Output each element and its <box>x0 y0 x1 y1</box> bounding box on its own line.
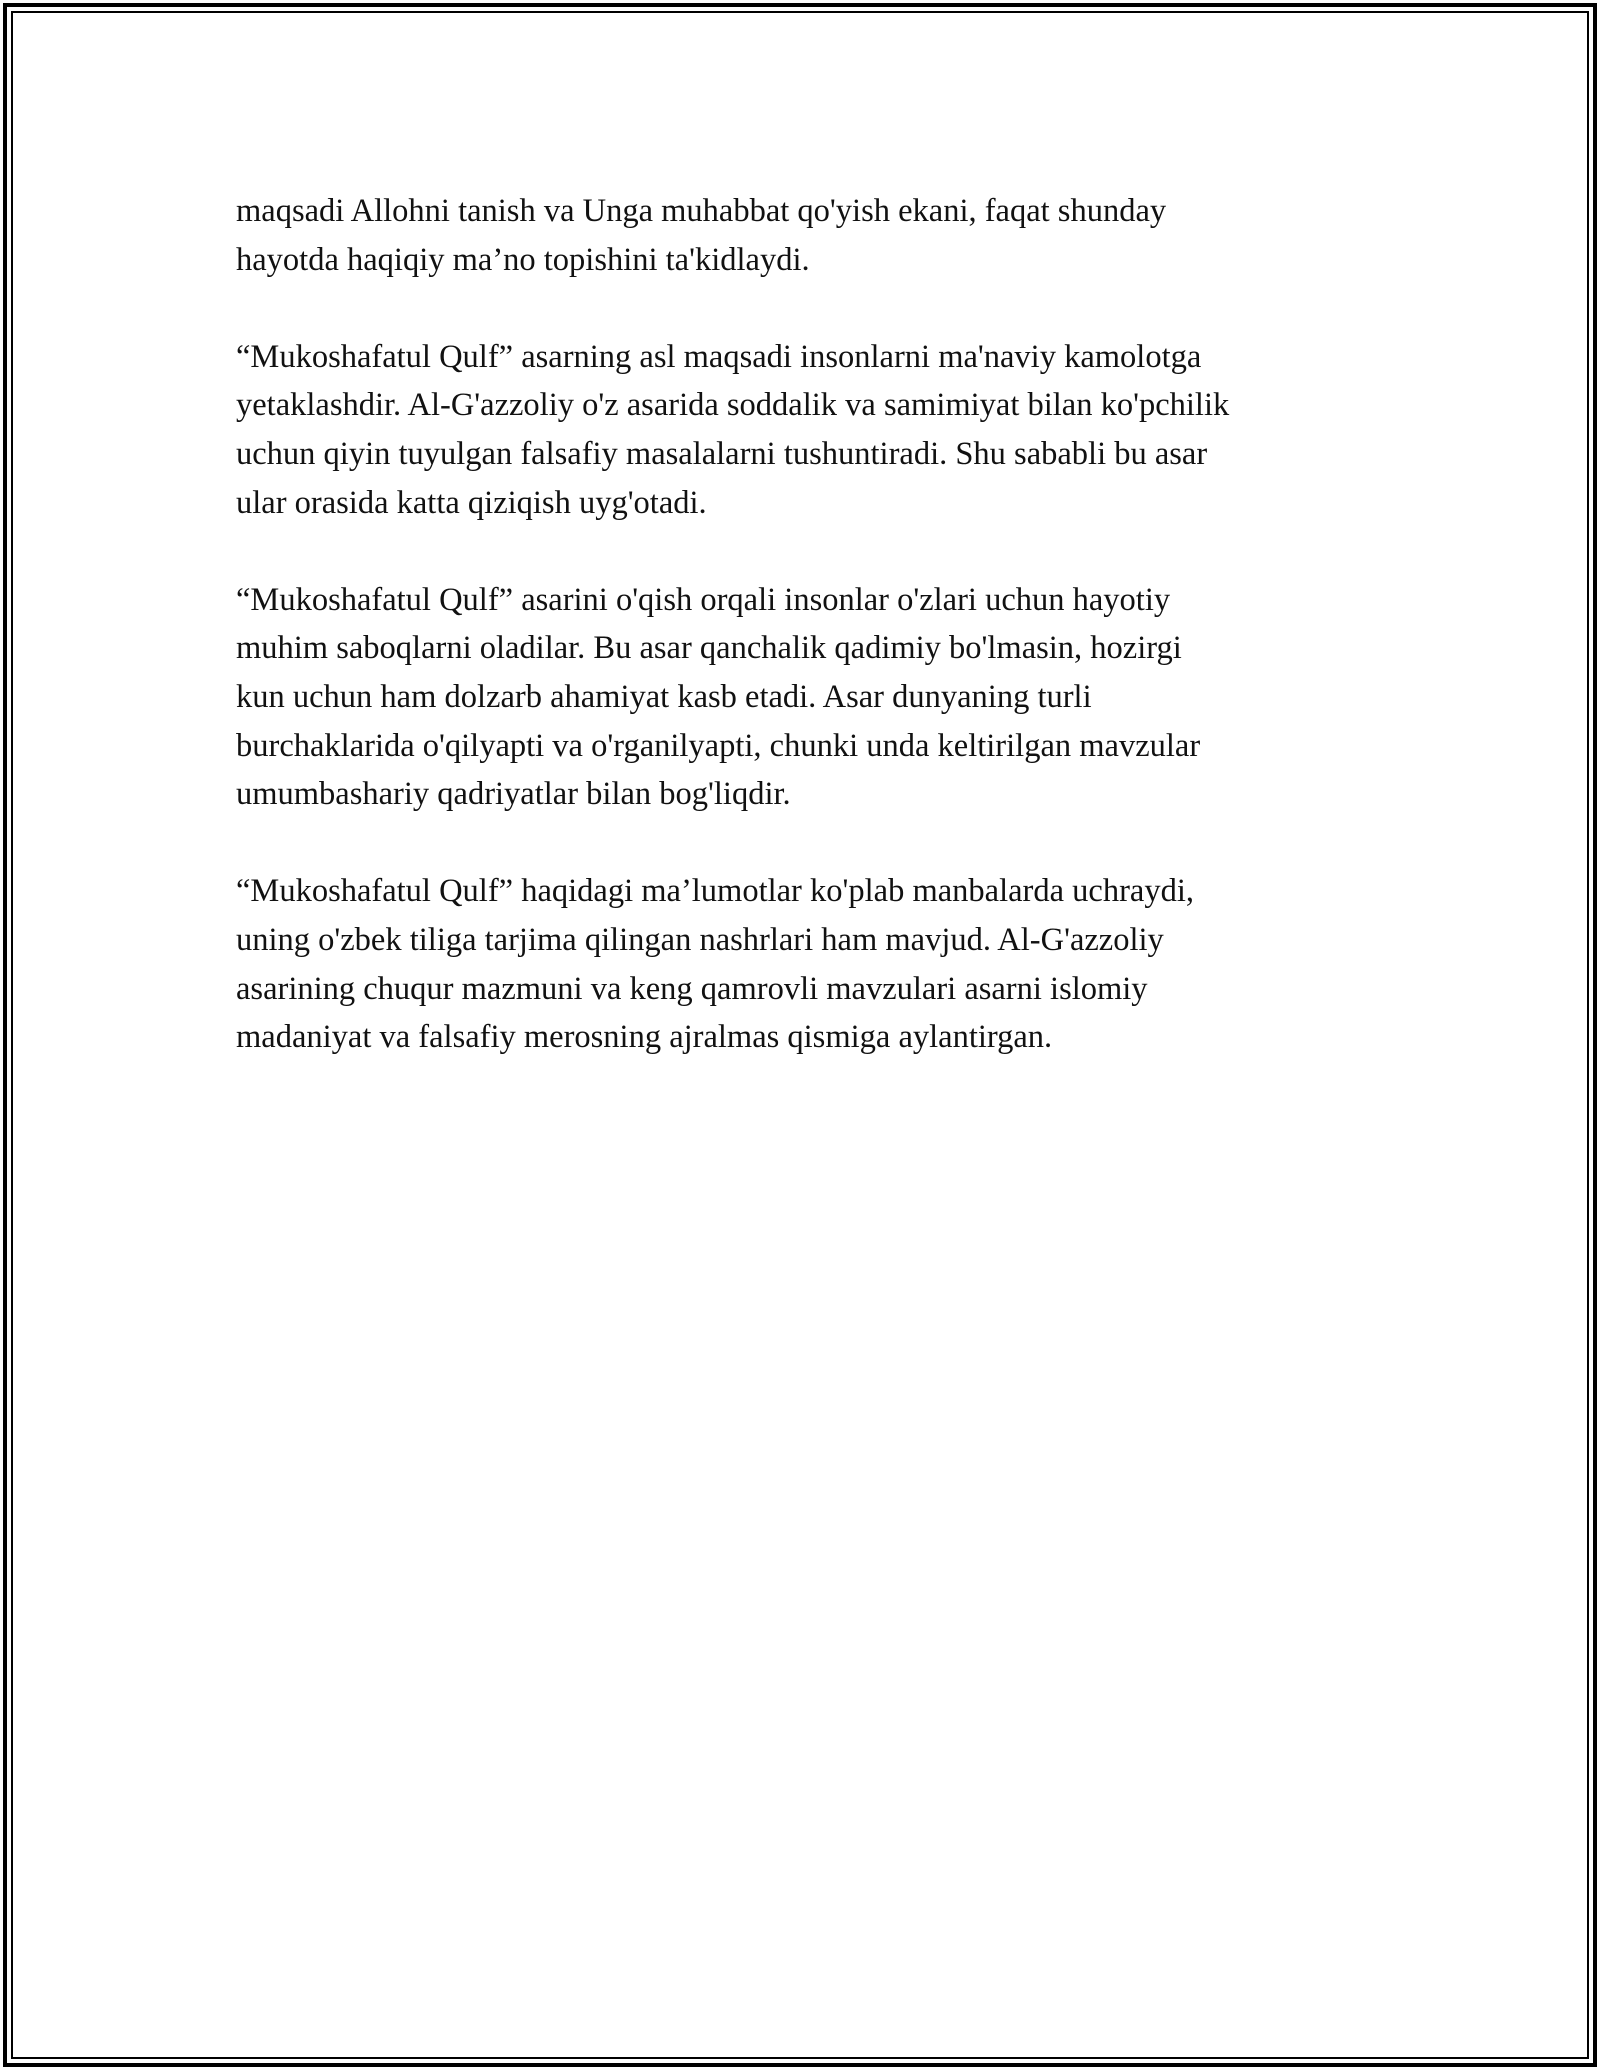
paragraph-4 <box>236 867 1416 1061</box>
text-line: kun uchun ham dolzarb ahamiyat kasb etadi. Asar dunyaning turli <box>236 678 1092 715</box>
paragraph-3 <box>236 576 1416 819</box>
text-line: uchun qiyin tuyulgan falsafiy masalalarni tushuntiradi. Shu sababli bu asar <box>236 435 1208 472</box>
document-body <box>236 187 1416 1110</box>
text-line: madaniyat va falsafiy merosning ajralmas qismiga aylantirgan. <box>236 1019 1053 1056</box>
text-line: asarining chuqur mazmuni va keng qamrovli mavzulari asarni islomiy <box>236 970 1148 1007</box>
text-line: yetaklashdir. Al-G'azzoliy o'z asarida soddalik va samimiyat bilan ko'pchilik <box>236 387 1230 424</box>
text-line: ular orasida katta qiziqish uyg'otadi. <box>236 484 707 521</box>
text-line: umumbashariy qadriyatlar bilan bog'liqdir. <box>236 776 791 813</box>
text-line: burchaklarida o'qilyapti va o'rganilyapti, chunki unda keltirilgan mavzular <box>236 727 1201 764</box>
text-line: hayotda haqiqiy ma’no topishini ta'kidlaydi. <box>236 241 810 278</box>
paragraph-2 <box>236 333 1416 527</box>
text-line: “Mukoshafatul Qulf” haqidagi ma’lumotlar ko'plab manbalarda uchraydi, <box>236 873 1194 910</box>
text-line: maqsadi Allohni tanish va Unga muhabbat qo'yish ekani, faqat shunday <box>236 193 1167 229</box>
text-line: uning o'zbek tiliga tarjima qilingan nashrlari ham mavjud. Al-G'azzoliy <box>236 921 1164 958</box>
text-line: “Mukoshafatul Qulf” asarini o'qish orqali insonlar o'zlari uchun hayotiy <box>236 581 1171 618</box>
paragraph-1 <box>236 187 1416 284</box>
text-line: “Mukoshafatul Qulf” asarning asl maqsadi insonlarni ma'naviy kamolotga <box>236 338 1202 375</box>
text-line: muhim saboqlarni oladilar. Bu asar qanchalik qadimiy bo'lmasin, hozirgi <box>236 630 1182 667</box>
